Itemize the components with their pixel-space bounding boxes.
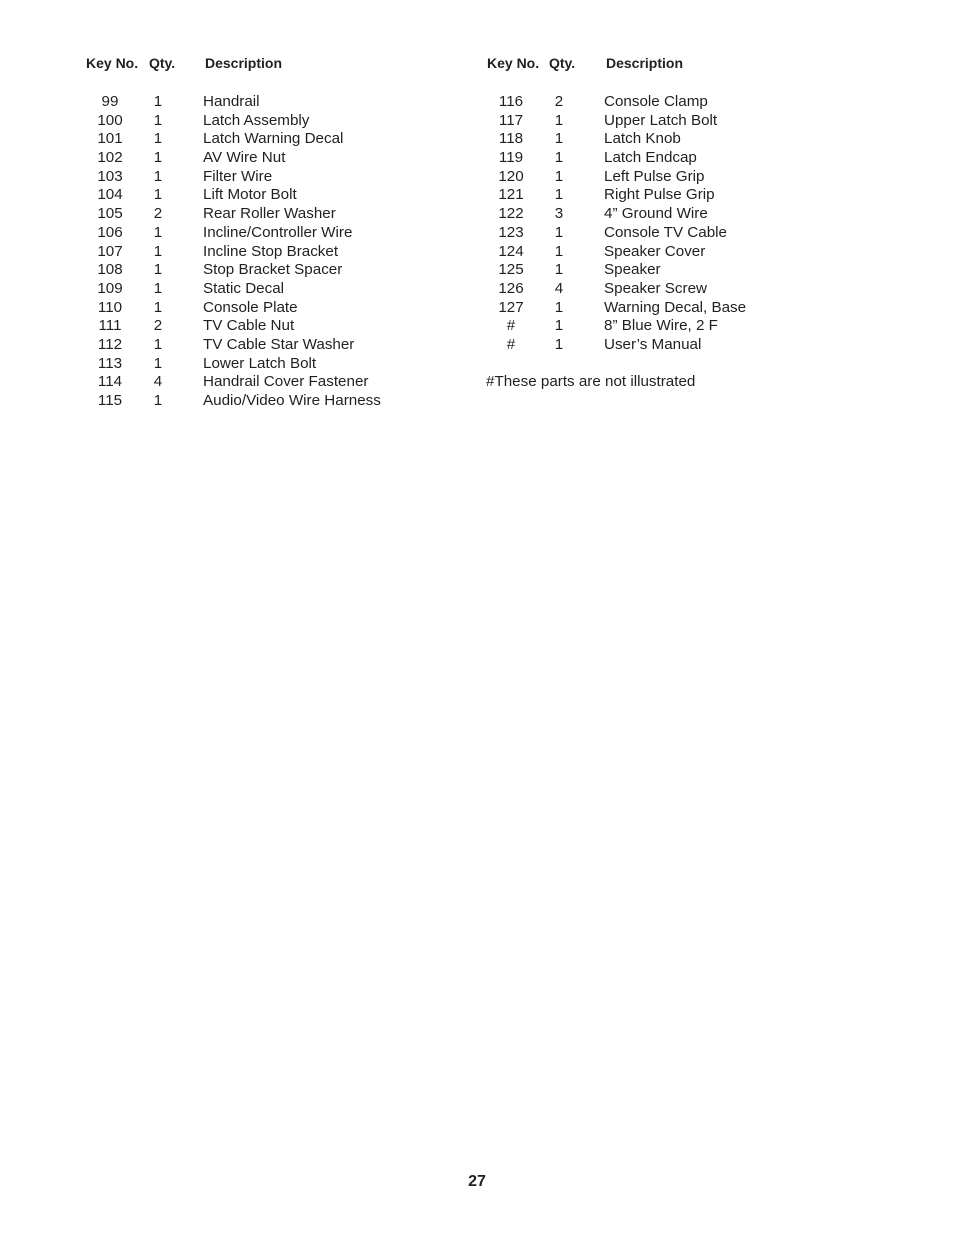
key-number: 99 [101,93,119,110]
part-description: Latch Endcap [604,149,697,167]
key-number: 104 [97,186,123,204]
key-number: 114 [97,373,123,391]
key-number: 116 [498,93,524,110]
key-number: 121 [498,186,524,204]
part-description: Latch Knob [604,130,681,148]
part-description: Rear Roller Washer [203,205,336,223]
quantity: 1 [554,317,564,335]
quantity: 2 [554,93,564,110]
quantity: 3 [554,205,564,223]
key-number: 102 [97,149,123,167]
key-number: 126 [498,279,524,297]
key-number: 105 [97,205,123,223]
part-description: Handrail [203,93,260,110]
quantity: 1 [554,167,564,185]
left-header-description: Description [205,55,283,71]
quantity: 1 [153,186,163,204]
part-description: User’s Manual [604,335,702,353]
quantity: 2 [153,317,163,335]
page-number: 27 [468,1173,486,1190]
quantity: 1 [554,186,564,204]
key-number: # [506,317,516,335]
part-description: Console TV Cable [604,223,727,241]
quantity: 1 [153,111,163,129]
key-number: 107 [97,242,123,260]
part-description: Left Pulse Grip [604,167,705,185]
quantity: 1 [554,111,564,129]
quantity: 1 [554,261,564,279]
key-number: 119 [498,149,524,167]
right-header-qty: Qty. [549,55,576,71]
quantity: 1 [153,130,163,148]
part-description: Incline Stop Bracket [203,242,339,260]
quantity: 4 [153,373,163,391]
quantity: 1 [153,298,163,316]
key-number: # [506,335,516,353]
part-description: AV Wire Nut [203,149,286,167]
part-description: Lift Motor Bolt [203,186,297,204]
key-number: 123 [498,223,524,241]
part-description: TV Cable Star Washer [203,335,355,353]
key-number: 117 [498,111,524,129]
left-header-key: Key No. [86,55,139,71]
quantity: 1 [153,242,163,260]
key-number: 118 [498,130,524,148]
key-number: 101 [97,130,123,148]
quantity: 1 [554,242,564,260]
quantity: 1 [153,149,163,167]
quantity: 1 [554,298,564,316]
part-description: TV Cable Nut [203,317,295,335]
key-number: 122 [498,205,524,223]
part-description: Upper Latch Bolt [604,111,718,129]
part-description: Console Plate [203,298,298,316]
quantity: 1 [153,261,163,279]
quantity: 1 [153,167,163,185]
quantity: 1 [153,335,163,353]
part-description: Speaker [604,261,661,279]
part-description: 8” Blue Wire, 2 F [604,317,718,335]
part-description: Speaker Screw [604,279,707,297]
quantity: 1 [554,130,564,148]
key-number: 113 [97,354,123,372]
key-number: 112 [97,335,123,353]
part-description: Console Clamp [604,93,708,110]
key-number: 103 [97,167,123,185]
key-number: 109 [97,279,123,297]
part-description: Latch Warning Decal [203,130,344,148]
quantity: 1 [153,279,163,297]
quantity: 4 [554,279,564,297]
right-header-description: Description [606,55,684,71]
key-number: 100 [97,111,123,129]
quantity: 1 [554,335,564,353]
left-header-qty: Qty. [149,55,176,71]
key-number: 115 [97,392,123,409]
part-description: Incline/Controller Wire [203,223,353,241]
part-description: Speaker Cover [604,242,706,260]
not-illustrated-note: #These parts are not illustrated [486,373,696,390]
key-number: 125 [498,261,524,279]
part-description: Warning Decal, Base [604,298,747,316]
quantity: 1 [153,392,163,409]
part-description: Right Pulse Grip [604,186,715,204]
key-number: 108 [97,261,123,279]
key-number: 110 [97,298,123,316]
quantity: 2 [153,205,163,223]
quantity: 1 [153,223,163,241]
part-description: Stop Bracket Spacer [203,261,343,279]
part-description: Lower Latch Bolt [203,354,317,372]
key-number: 106 [97,223,123,241]
right-header-key: Key No. [487,55,540,71]
part-description: Latch Assembly [203,111,310,129]
part-description: Audio/Video Wire Harness [203,392,381,409]
key-number: 127 [498,298,524,316]
quantity: 1 [153,354,163,372]
key-number: 124 [498,242,524,260]
quantity: 1 [554,149,564,167]
part-description: Static Decal [203,279,285,297]
quantity: 1 [554,223,564,241]
part-description: Filter Wire [203,167,273,185]
part-description: Handrail Cover Fastener [203,373,369,391]
key-number: 120 [498,167,524,185]
part-description: 4” Ground Wire [604,205,708,223]
key-number: 111 [98,317,122,335]
quantity: 1 [153,93,163,110]
